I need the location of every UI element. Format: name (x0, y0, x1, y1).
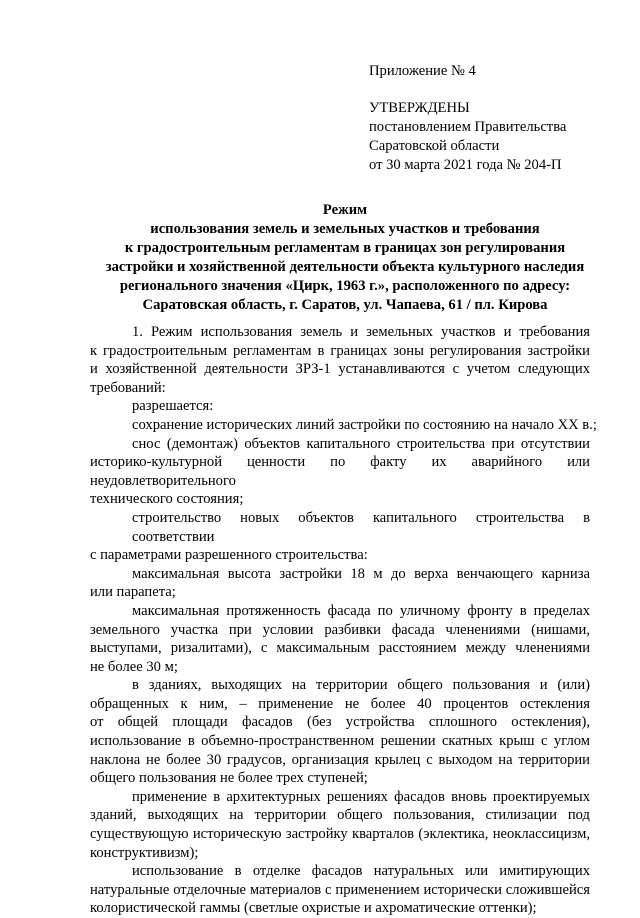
title-line-3: к градостроительным регламентам в границах зон регулирования (124, 240, 566, 256)
text-line: снос (демонтаж) объектов капитального строительства при отсутствии (132, 435, 590, 452)
approval-line-3: от 30 марта 2021 года № 204-П (369, 157, 562, 173)
approval-line-2: Саратовской области (369, 138, 500, 154)
text-line: земельного участка при условии разбивки фасада членениями (нишами, (90, 621, 590, 638)
text-line: колористической гаммы (светлые охристые и ахроматические оттенки); (90, 900, 537, 917)
title-line-5: регионального значения «Цирк, 1963 г.», расположенного по адресу: (119, 278, 571, 294)
text-line: использование в объемно-пространственном решении скатных крыш с углом (90, 733, 590, 750)
paragraph-5 (90, 509, 590, 565)
text-line: общего пользования не более трех ступеней; (90, 770, 368, 787)
text-line: использование в отделке фасадов натуральных или имитирующих (132, 863, 590, 880)
approval-line-1: постановлением Правительства (369, 119, 567, 135)
paragraph-7 (90, 602, 590, 676)
text-line: строительство новых объектов капитального строительства в соответствии (132, 509, 590, 545)
text-line: разрешается: (132, 398, 214, 415)
paragraph-4 (90, 435, 590, 509)
text-line: 1. Режим использования земель и земельных участков и требования (132, 324, 590, 340)
text-line: и хозяйственной деятельности ЗРЗ-1 устанавливаются с учетом следующих (90, 361, 590, 378)
paragraph-6 (90, 565, 590, 602)
text-line: не более 30 м; (90, 658, 178, 675)
paragraph-8 (90, 676, 590, 788)
text-line: с параметрами разрешенного строительства: (90, 547, 368, 564)
document-title (90, 201, 600, 315)
text-line: технического состояния; (90, 491, 244, 508)
text-line: историко-культурной ценности по факту их аварийного или неудовлетворительного (90, 454, 590, 489)
document-body (90, 323, 597, 918)
text-line: требований: (90, 379, 166, 396)
appendix-number: Приложение № 4 (369, 63, 476, 79)
text-line: существующую историческую застройку кварталов (эклектика, неоклассицизм, (90, 826, 590, 843)
text-line: наклона не более 30 градусов, организация крылец с выходом на территории (90, 751, 590, 768)
text-line: максимальная протяженность фасада по уличному фронту в пределах (132, 602, 590, 619)
text-line: обращенных к ним, – применение не более 40 процентов остекления (90, 695, 590, 712)
text-line: сохранение исторических линий застройки по состоянию на начало XX в.; (132, 416, 597, 433)
text-line: конструктивизм); (90, 844, 199, 861)
paragraph-1 (90, 323, 590, 397)
title-line-4: застройки и хозяйственной деятельности объекта культурного наследия (105, 259, 585, 275)
paragraph-9 (90, 788, 590, 862)
text-line: или парапета; (90, 584, 176, 601)
approved-heading: УТВЕРЖДЕНЫ (369, 100, 470, 116)
title-line-1: Режим (322, 202, 368, 218)
text-line: максимальная высота застройки 18 м до верха венчающего карниза (132, 565, 590, 582)
text-line: зданий, выходящих на территории общего пользования, стилизации под (90, 807, 590, 824)
title-line-2: использования земель и земельных участков и требования (150, 221, 540, 237)
text-line: применение в архитектурных решениях фасадов вновь проектируемых (132, 788, 590, 805)
title-line-6: Саратовская область, г. Саратов, ул. Чапаева, 61 / пл. Кирова (142, 297, 548, 313)
text-line: выступами, ризалитами), с максимальным расстоянием между членениями (90, 640, 590, 657)
paragraph-3 (90, 416, 597, 435)
paragraph-10 (90, 862, 590, 918)
paragraph-2 (90, 397, 590, 416)
text-line: в зданиях, выходящих на территории общего пользования и (или) (132, 677, 590, 694)
text-line: натуральные отделочные материалов с применением исторически сложившейся (90, 881, 590, 898)
text-line: от общей площади фасадов (без устройства сплошного остекления), (90, 714, 590, 731)
spacer (369, 81, 609, 99)
text-line: к градостроительным регламентам в границах зоны регулирования застройки (90, 342, 590, 359)
approval-block (369, 62, 609, 175)
